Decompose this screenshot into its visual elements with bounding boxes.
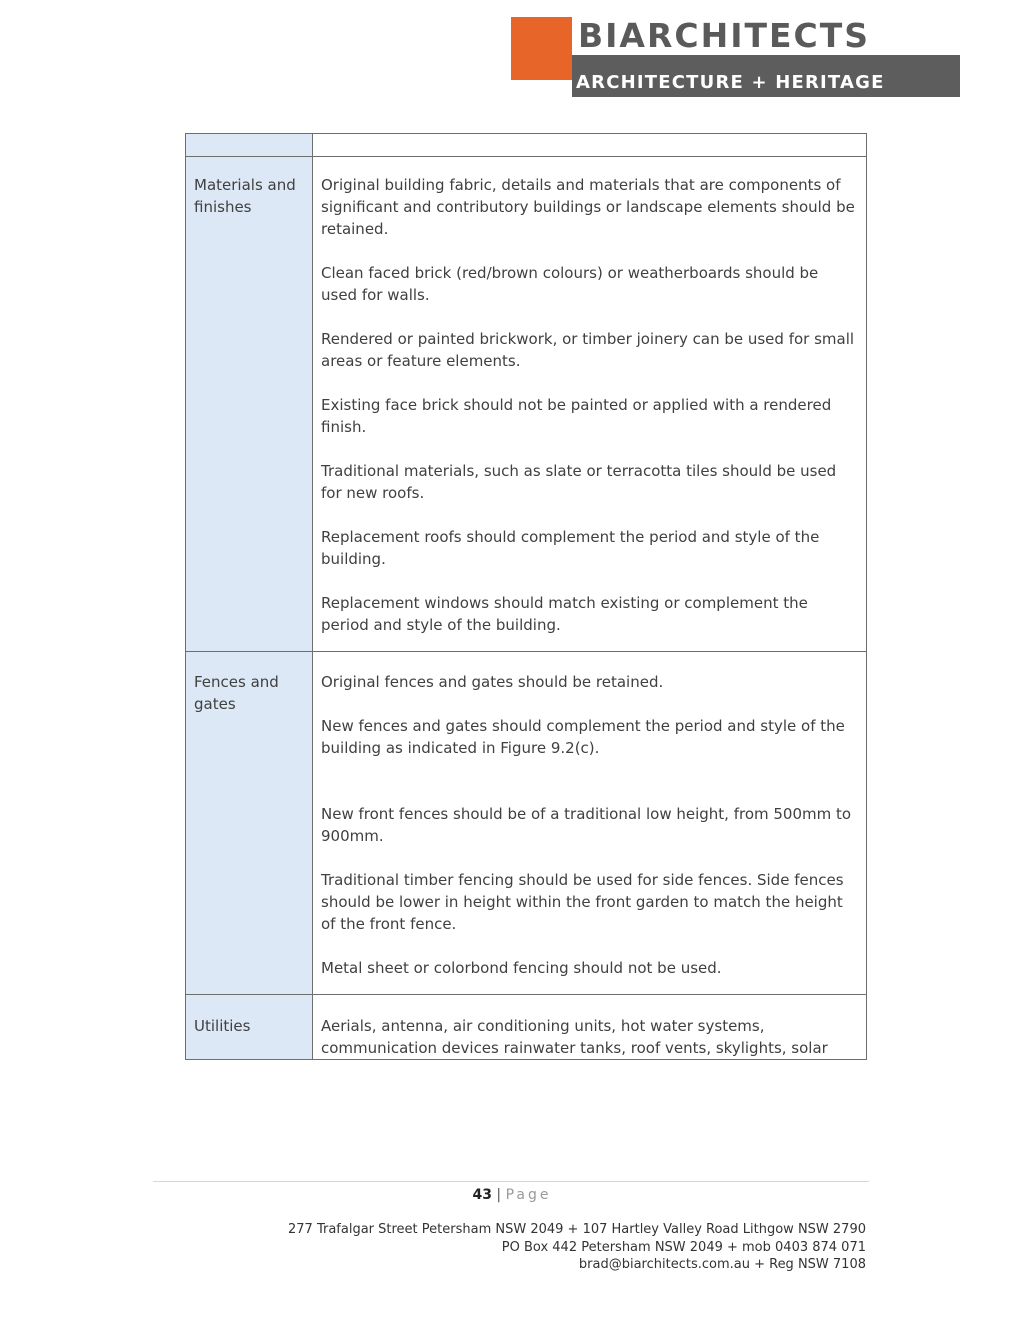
paragraph: Metal sheet or colorbond fencing should not be used. (321, 959, 722, 977)
guidelines-table (185, 133, 867, 1060)
page-number-separator: | (496, 1187, 502, 1203)
paragraph: Traditional timber fencing should be used for side fences. Side fences should be lower in height within the front garden to match the height of the front fence. (321, 871, 844, 933)
address-line: brad@biarchitects.com.au + Reg NSW 7108 (578, 1257, 866, 1272)
logo-divider-strip (572, 55, 960, 63)
paragraph: New fences and gates should complement the period and style of the building as indicated in Figure 9.2(c). (321, 717, 845, 757)
address-line: PO Box 442 Petersham NSW 2049 + mob 0403 874 071 (501, 1239, 866, 1255)
label-materials: Materials and finishes (186, 157, 313, 652)
table-row-empty (186, 134, 867, 157)
paragraph: Original building fabric, details and materials that are components of significant and contributory buildings or landscape elements should be retained. (321, 176, 855, 238)
page-number (0, 1185, 1024, 1205)
text-cell-empty (313, 134, 867, 157)
paragraph: Replacement windows should match existing or complement the period and style of the building. (321, 594, 808, 634)
page-word: Page (505, 1187, 552, 1203)
table-row-fences (186, 652, 867, 995)
label-cell-empty (186, 134, 313, 157)
label-utilities: Utilities (186, 995, 313, 1060)
paragraph: New front fences should be of a traditional low height, from 500mm to 900mm. (321, 805, 852, 845)
paragraph: Original fences and gates should be retained. (321, 673, 664, 691)
logo-orange-square (511, 17, 572, 80)
paragraph: Aerials, antenna, air conditioning units, hot water systems, communication devices rainwater tanks, roof vents, skylights, solar (321, 1017, 828, 1057)
paragraph: Replacement roofs should complement the period and style of the building. (321, 528, 820, 568)
label-fences: Fences and gates (186, 652, 313, 995)
paragraph: Traditional materials, such as slate or terracotta tiles should be used for new roofs. (321, 462, 837, 502)
footer-divider (153, 1181, 869, 1182)
table-row-utilities (186, 995, 867, 1060)
paragraph: Existing face brick should not be painted or applied with a rendered finish. (321, 396, 832, 436)
text-cell-utilities (313, 995, 867, 1060)
address-line: 277 Trafalgar Street Petersham NSW 2049 + 107 Hartley Valley Road Lithgow NSW 2790 (288, 1222, 866, 1237)
company-logo (511, 16, 960, 93)
paragraph: Rendered or painted brickwork, or timber joinery can be used for small areas or feature elements. (321, 330, 855, 370)
logo-brand-name: BIARCHITECTS (572, 17, 960, 55)
paragraph: Clean faced brick (red/brown colours) or weatherboards should be used for walls. (321, 264, 819, 304)
text-cell-materials (313, 157, 867, 652)
logo-tagline: ARCHITECTURE + HERITAGE (572, 63, 960, 97)
footer-address (288, 1221, 866, 1274)
table-row-materials (186, 157, 867, 652)
page-number-value: 43 (472, 1187, 492, 1203)
text-cell-fences (313, 652, 867, 995)
